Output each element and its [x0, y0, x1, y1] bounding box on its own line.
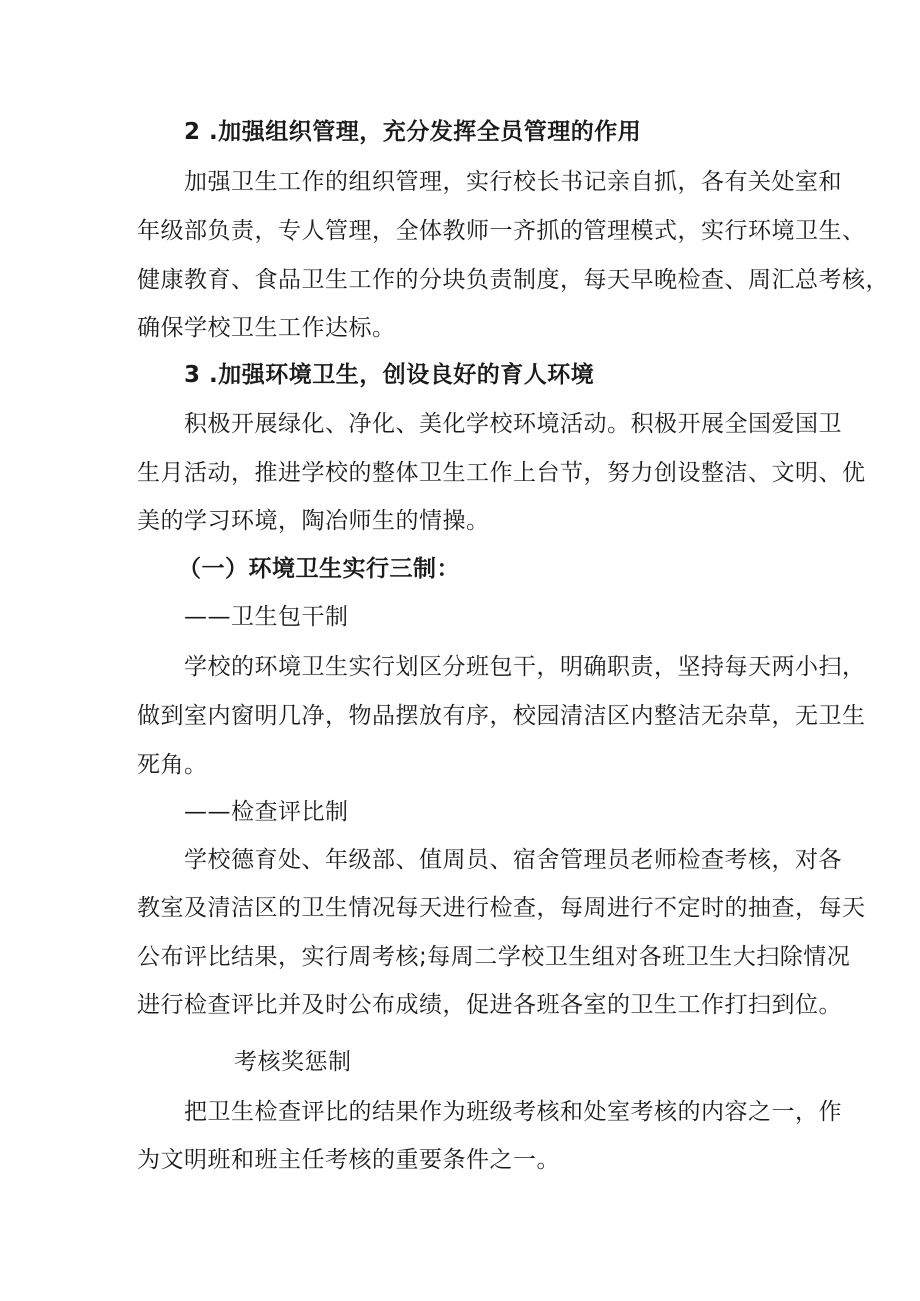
- section-3-paragraph-line: 美的学习环境，陶冶师生的情操。: [137, 508, 490, 534]
- section-2-paragraph-line: 健康教育、食品卫生工作的分块负责制度，每天早晚检查、周汇总考核，: [137, 267, 889, 293]
- system-1-paragraph-line: 死角。: [137, 752, 208, 778]
- section-2-paragraph-line: 确保学校卫生工作达标。: [137, 315, 396, 341]
- section-2-paragraph-line: 加强卫生工作的组织管理，实行校长书记亲自抓，各有关处室和: [184, 169, 842, 195]
- section-3-paragraph-line: 生月活动，推进学校的整体卫生工作上台节，努力创设整洁、文明、优: [137, 460, 866, 486]
- section-2-paragraph-line: 年级部负责，专人管理，全体教师一齐抓的管理模式，实行环境卫生、: [137, 218, 866, 244]
- system-2-paragraph-line: 进行检查评比并及时公布成绩，促进各班各室的卫生工作打扫到位。: [137, 992, 842, 1018]
- section-2-heading: 2 .加强组织管理，充分发挥全员管理的作用: [184, 119, 642, 145]
- system-1-paragraph-line: 学校的环境卫生实行划区分班包干，明确职责，坚持每天两小扫，: [184, 654, 866, 680]
- system-1-paragraph-line: 做到室内窗明几净，物品摆放有序，校园清洁区内整洁无杂草，无卫生: [137, 703, 866, 729]
- system-2-title: ——检查评比制: [184, 799, 349, 825]
- section-3-heading: 3 .加强环境卫生，创设良好的育人环境: [184, 362, 595, 388]
- system-1-title: ——卫生包干制: [184, 604, 349, 630]
- subsection-heading: （一）环境卫生实行三制：: [178, 556, 460, 582]
- section-3-paragraph-line: 积极开展绿化、净化、美化学校环境活动。积极开展全国爱国卫: [184, 411, 842, 437]
- system-2-paragraph-line: 学校德育处、年级部、值周员、宿舍管理员老师检查考核，对各: [184, 847, 842, 873]
- system-2-paragraph-line: 公布评比结果，实行周考核;每周二学校卫生组对各班卫生大扫除情况: [137, 944, 851, 970]
- system-2-paragraph-line: 教室及清洁区的卫生情况每天进行检查，每周进行不定时的抽查，每天: [137, 895, 866, 921]
- system-3-title: 考核奖惩制: [234, 1049, 352, 1075]
- system-3-paragraph-line: 为文明班和班主任考核的重要条件之一。: [137, 1147, 560, 1173]
- system-3-paragraph-line: 把卫生检查评比的结果作为班级考核和处室考核的内容之一，作: [184, 1099, 842, 1125]
